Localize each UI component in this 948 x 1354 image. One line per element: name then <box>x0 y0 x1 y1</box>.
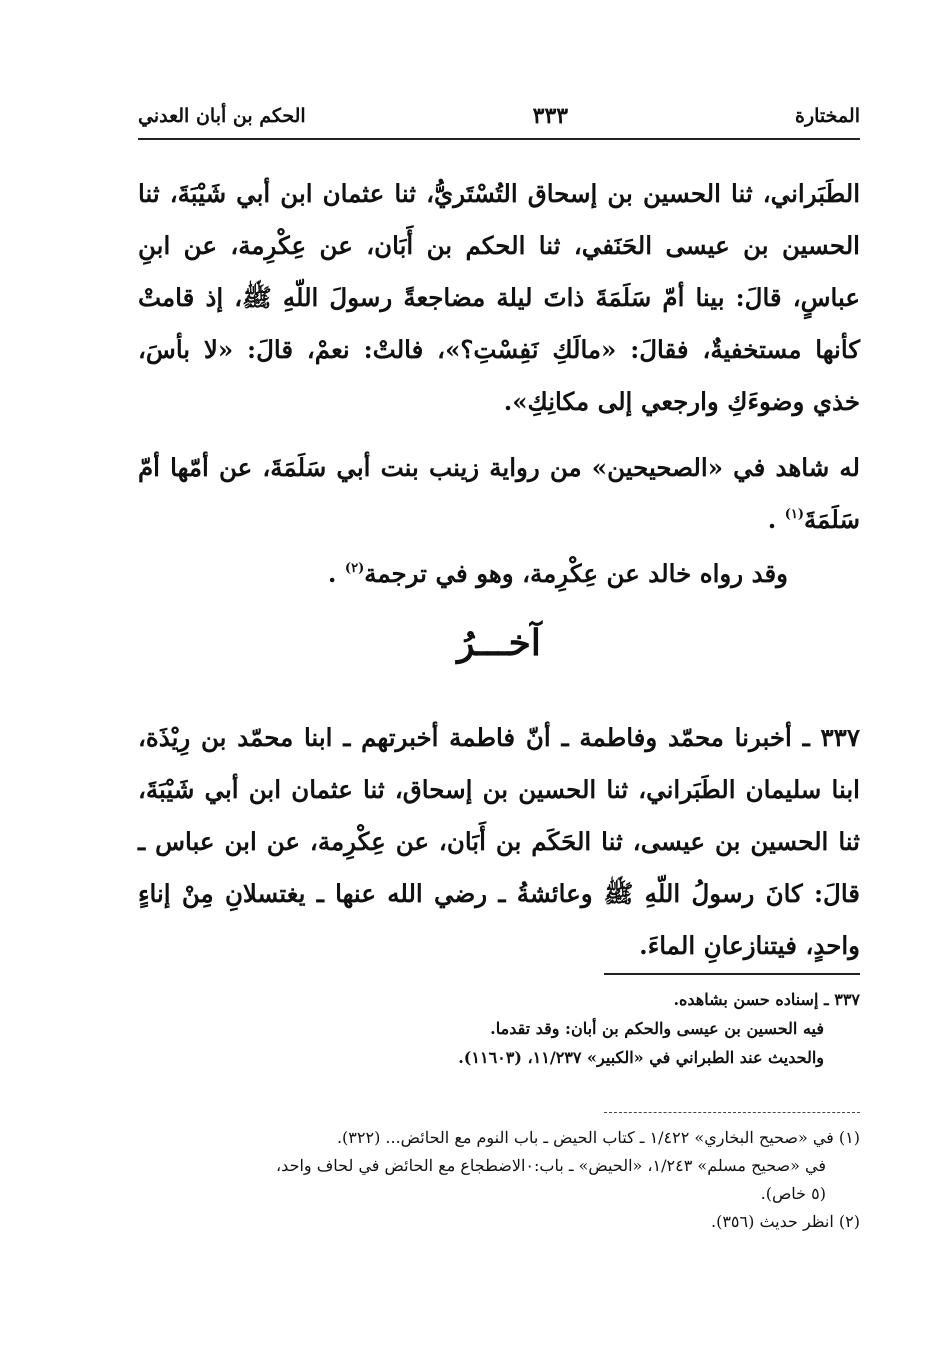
chapter-title: الحكم بن أبان العدني <box>138 105 306 127</box>
footnote-rule <box>604 1112 860 1113</box>
footnote-2: (٢) انظر حديث (٣٥٦). <box>711 1212 860 1231</box>
footnote-ref-2[interactable]: (٢) <box>344 561 365 576</box>
header-rule <box>138 138 860 140</box>
note-rule <box>604 973 860 975</box>
witness-text: له شاهد في «الصحيحين» من رواية زينب بنت أبي سَلَمَةَ، عن أمّها أمّ سَلَمَةَ <box>138 453 860 534</box>
hadith-337-paragraph: ٣٣٧ ـ أخبرنا محمّد وفاطمة ـ أنّ فاطمة أخبرتهم ـ ابنا محمّد بن رِيْذَة، ابنا سليمان الطَبَراني، ثنا الحسين بن إسحاق، ثنا عثمان ابن أبي شَيْبَةَ، ثنا الحسين بن عيسى، ثنا الحَكَم بن أَبَان، عن عِكْرِمة، عن ابن عباس ـ قالَ: كانَ رسولُ اللّهِ ﷺ وعائشةُ ـ رضي الله عنها ـ يغتسلانِ مِنْ إناءٍ واحدٍ، فيتنازعانِ الماءَ. <box>138 723 860 960</box>
page-number: ٣٣٣ <box>532 103 569 129</box>
narration-end: . <box>327 559 337 588</box>
note-line-1: ٣٣٧ ـ إسناده حسن بشاهده. <box>673 990 860 1009</box>
footnote-1-line-1: (١) في «صحيح البخاري» ١/٤٢٢ ـ كتاب الحيض ـ باب النوم مع الحائض... (٣٢٢). <box>336 1128 860 1147</box>
witness-end: . <box>767 505 777 534</box>
footnote-1-line-3: (٥ خاص). <box>760 1184 826 1203</box>
footnote-ref-1[interactable]: (١) <box>784 507 805 522</box>
witness-paragraph <box>138 442 860 546</box>
book-title: المختارة <box>795 105 860 127</box>
footnotes <box>138 1124 860 1236</box>
narration-paragraph <box>138 548 860 600</box>
note-line-3: والحديث عند الطبراني في «الكبير» ١١/٢٣٧، (١١٦٠٣). <box>458 1048 824 1067</box>
footnote-1-line-2: في «صحيح مسلم» ١/٢٤٣، «الحيض» ـ باب:٠الاضطجاع مع الحائض في لحاف واحد، <box>276 1156 826 1175</box>
hadith-note <box>138 985 860 1072</box>
narration-text: وقد رواه خالد عن عِكْرِمة، وهو في ترجمة <box>364 559 788 588</box>
note-line-2: فيه الحسين بن عيسى والحكم بن أبان: وقد تقدما. <box>490 1019 824 1038</box>
hadith-text-paragraph: الطَبَراني، ثنا الحسين بن إسحاق التُسْتَريُّ، ثنا عثمان ابن أبي شَيْبَةَ، ثنا الحسين بن عيسى الحَنَفي، ثنا الحكم بن أَبَان، عن عِكْرِمة، عن ابنِ عباسٍ، قالَ: بينا أمّ سَلَمَةَ ذاتَ ليلة مضاجعةً رسولَ اللّهِ ﷺ، إذ قامتْ كأنها مستخفيةٌ، فقالَ: «مالَكِ نَفِسْتِ؟»، فالتْ: نعمْ، قالَ: «لا بأسَ، خذي وضوءَكِ وارجعي إلى مكانِكِ». <box>138 179 860 416</box>
running-header <box>138 98 860 134</box>
section-heading: آخـــرُ <box>457 622 541 664</box>
